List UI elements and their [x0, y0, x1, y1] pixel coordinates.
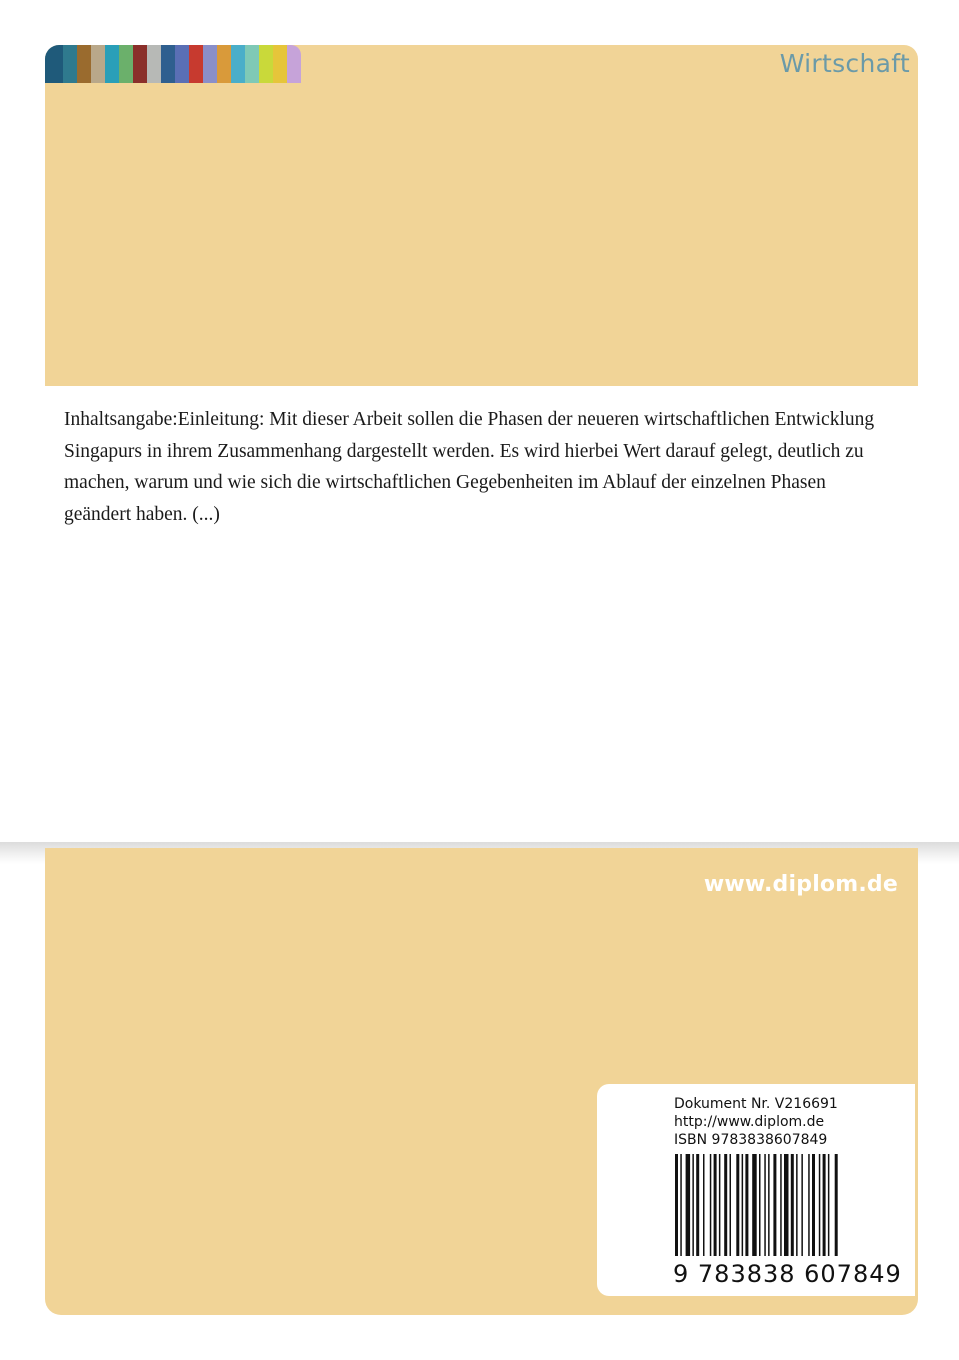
barcode-bar [768, 1154, 770, 1256]
barcode-bar [703, 1154, 705, 1256]
barcode-digits: 9 783838 607849 [673, 1260, 902, 1288]
color-stripe [259, 45, 273, 83]
barcode-bar [745, 1154, 748, 1256]
barcode-bar [823, 1154, 826, 1256]
barcode-bar [736, 1154, 739, 1256]
barcode-bar [784, 1154, 789, 1256]
color-stripe [203, 45, 217, 83]
isbn-number: ISBN 9783838607849 [674, 1132, 828, 1148]
barcode-bar [692, 1154, 694, 1256]
color-stripe [91, 45, 105, 83]
barcode-bar [752, 1154, 757, 1256]
barcode-bar [835, 1154, 838, 1256]
document-number: Dokument Nr. V216691 [674, 1096, 838, 1112]
isbn-info-box [597, 1084, 915, 1296]
barcode-bar [773, 1154, 776, 1256]
color-stripes [45, 45, 301, 83]
color-stripe [105, 45, 119, 83]
color-stripe [133, 45, 147, 83]
publisher-url: http://www.diplom.de [674, 1114, 825, 1130]
barcode-bar [719, 1154, 721, 1256]
website-label: www.diplom.de [703, 872, 898, 897]
color-stripe [45, 45, 63, 83]
barcode-bar [759, 1154, 761, 1256]
barcode-bar [680, 1154, 682, 1256]
barcode-bar [812, 1154, 815, 1256]
barcode-bar [696, 1154, 699, 1256]
barcode-bar [724, 1154, 727, 1256]
color-stripe [245, 45, 259, 83]
barcode-bar [801, 1154, 803, 1256]
barcode-bar [808, 1154, 810, 1256]
barcode-bar [710, 1154, 712, 1256]
barcode-bar [675, 1154, 678, 1256]
category-label: Wirtschaft [779, 49, 910, 78]
barcode-bar [819, 1154, 821, 1256]
barcode-bar [796, 1154, 798, 1256]
color-stripe [273, 45, 287, 83]
color-stripe [119, 45, 133, 83]
color-stripe [63, 45, 77, 83]
barcode-bar [686, 1154, 691, 1256]
color-stripe [147, 45, 161, 83]
barcode-bar [791, 1154, 794, 1256]
barcode-bar [764, 1154, 766, 1256]
barcode [675, 1154, 897, 1272]
top-color-panel [45, 45, 918, 386]
abstract-text: Inhaltsangabe:Einleitung: Mit dieser Arbeit sollen die Phasen der neueren wirtschaftlichen Entwicklung Singapurs in ihrem Zusammenhang dargestellt werden. Es wird hierbei Wert darauf gelegt, deutlich zu machen, warum und wie sich die wirtschaftlichen Gegebenheiten im Ablauf der einzelnen Phasen geändert haben. (...) [64, 409, 875, 525]
color-stripe [217, 45, 231, 83]
color-stripe [77, 45, 91, 83]
color-stripe [175, 45, 189, 83]
color-stripe [189, 45, 203, 83]
barcode-bar [730, 1154, 732, 1256]
barcode-bar [780, 1154, 782, 1256]
barcode-bar [828, 1154, 830, 1256]
color-stripe [161, 45, 175, 83]
barcode-bar [742, 1154, 744, 1256]
color-stripe [231, 45, 245, 83]
barcode-bar [714, 1154, 717, 1256]
color-stripe [287, 45, 301, 83]
